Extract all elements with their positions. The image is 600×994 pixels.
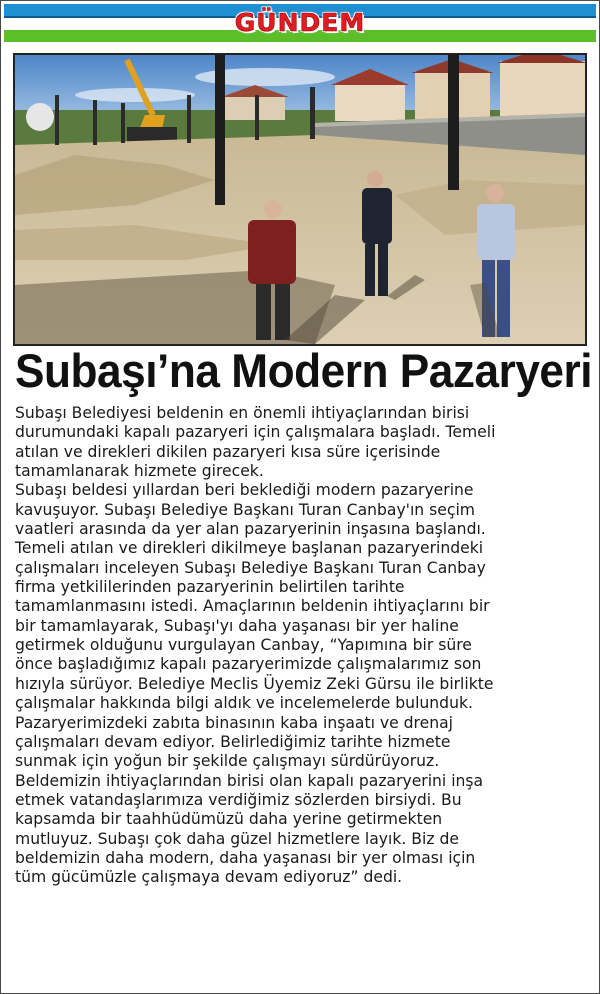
article-headline: Subaşı’na Modern Pazaryeri <box>15 344 593 397</box>
body-line: tamamlanmasını istedi. Amaçlarının beldenin ihtiyaçlarını bir <box>15 597 490 616</box>
body-line: beldemizin daha modern, daha yaşanası bir yer olması için <box>15 848 476 867</box>
body-line: çalışmaları devam ediyor. Belirlediğimiz tarihte hizmete <box>15 732 451 751</box>
article-body <box>15 404 591 888</box>
body-line: getirmek olduğunu vurgulayan Canbay, “Yapımına bir süre <box>15 636 472 655</box>
body-line: tüm gücümüzle çalışmaya devam ediyoruz” dedi. <box>15 868 403 887</box>
article-photo <box>13 53 587 346</box>
body-line: Temeli atılan ve direkleri dikilmeye başlanan pazaryerindeki <box>15 539 484 558</box>
section-label: GÜNDEM <box>234 8 366 37</box>
body-line: Pazaryerimizdeki zabıta binasının kaba inşaatı ve drenaj <box>15 713 453 732</box>
body-line: tamamlanarak hizmete girecek. <box>15 462 264 481</box>
body-line: kapsamda bir taahhüdümüzü daha yerine getirmekten <box>15 810 443 829</box>
body-line: sunmak için yoğun bir şekilde çalışmayı sürdürüyoruz. <box>15 752 440 771</box>
body-line: durumundaki kapalı pazaryeri için çalışmalara başladı. Temeli <box>15 423 496 442</box>
body-line: vaatleri arasında da yer alan pazaryerinin inşasına başlandı. <box>15 520 486 539</box>
section-header-band <box>4 4 596 42</box>
body-line: etmek vatandaşlarımıza verdiğimiz sözlerden birsiydi. Bu <box>15 790 462 809</box>
body-line: hızıyla sürüyor. Belediye Meclis Üyemiz Zeki Gürsu ile birlikte <box>15 674 494 693</box>
body-line: bir tamamlayarak, Subaşı'yı daha yaşanası bir yer haline <box>15 616 459 635</box>
body-line: önce başladığımız kapalı pazaryerimizde çalışmalarımız son <box>15 655 482 674</box>
body-line: kavuşuyor. Subaşı Belediye Başkanı Turan Canbay'ın seçim <box>15 500 475 519</box>
body-line: Subaşı beldesi yıllardan beri beklediği modern pazaryerine <box>15 481 474 500</box>
body-line: firma yetkililerinden pazaryerinin belirtilen tarihte <box>15 578 405 597</box>
body-line: Beldemizin ihtiyaçlarından birisi olan kapalı pazaryerini inşa <box>15 771 484 790</box>
body-line: çalışmalar hakkında bilgi aldık ve incelemelerde bulunduk. <box>15 694 473 713</box>
body-line: Subaşı Belediyesi beldenin en önemli ihtiyaçlarından birisi <box>15 404 470 422</box>
body-line: çalışmaları inceleyen Subaşı Belediye Başkanı Turan Canbay <box>15 558 486 577</box>
body-line: atılan ve direkleri dikilen pazaryeri kısa süre içerisinde <box>15 442 441 461</box>
body-line: mutluyuz. Subaşı çok daha güzel hizmetlere layık. Biz de <box>15 829 459 848</box>
